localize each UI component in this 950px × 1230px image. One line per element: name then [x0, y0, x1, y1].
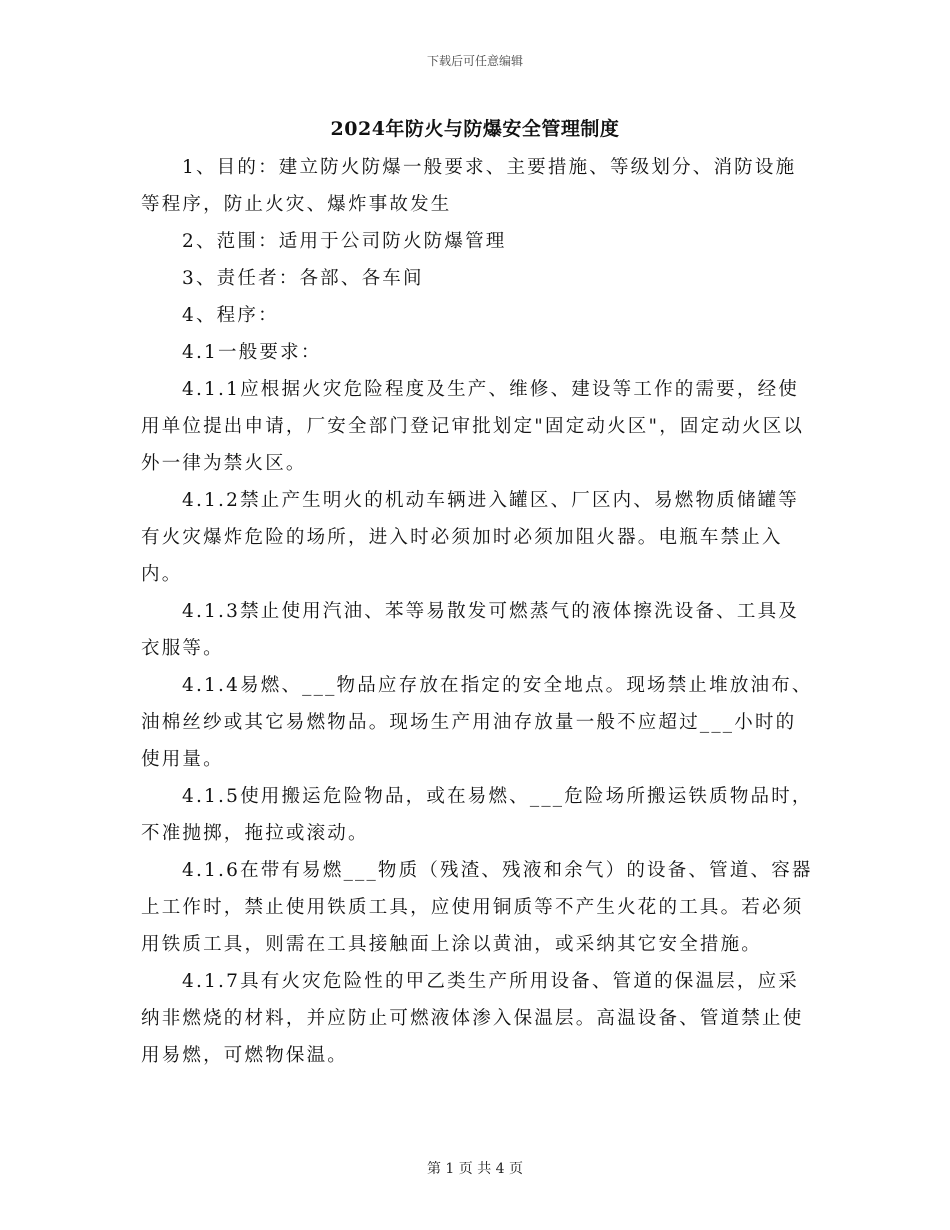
paragraph-4-1-4: 4.1.4易燃、___物品应存放在指定的安全地点。现场禁止堆放油布、油棉丝纱或其它易燃物品。现场生产用油存放量一般不应超过___小时的使用量。 — [141, 675, 813, 770]
page-number: 第 1 页 共 4 页 — [426, 1161, 524, 1177]
paragraph-4-1-3: 4.1.3禁止使用汽油、苯等易散发可燃蒸气的液体擦洗设备、工具及衣服等。 — [141, 601, 799, 659]
document-body — [141, 149, 813, 1074]
paragraph-4-1-5: 4.1.5使用搬运危险物品，或在易燃、___危险场所搬运铁质物品时，不准抛掷，拖拉或滚动。 — [141, 786, 813, 844]
page-header-note: 下载后可任意编辑 — [426, 54, 523, 68]
paragraph-4-1-1: 4.1.1应根据火灾危险程度及生产、维修、建设等工作的需要，经使用单位提出申请，厂安全部门登记审批划定"固定动火区"，固定动火区以外一律为禁火区。 — [141, 379, 805, 474]
paragraph-scope: 2、范围：适用于公司防火防爆管理 — [182, 231, 507, 252]
paragraph-responsible: 3、责任者：各部、各车间 — [182, 268, 424, 289]
paragraph-4-1-2: 4.1.2禁止产生明火的机动车辆进入罐区、厂区内、易燃物质储罐等有火灾爆炸危险的场所，进入时必须加时必须加阻火器。电瓶车禁止入内。 — [141, 490, 799, 585]
paragraph-procedure: 4、程序： — [182, 305, 279, 326]
paragraph-4-1-7: 4.1.7具有火灾危险性的甲乙类生产所用设备、管道的保温层，应采纳非燃烧的材料，并应防止可燃液体渗入保温层。高温设备、管道禁止使用易燃，可燃物保温。 — [141, 971, 804, 1066]
document-title: 2024年防火与防爆安全管理制度 — [330, 118, 620, 140]
paragraph-4-1: 4.1一般要求： — [182, 342, 322, 363]
paragraph-purpose: 1、目的：建立防火防爆一般要求、主要措施、等级划分、消防设施等程序，防止火灾、爆炸事故发生 — [141, 157, 797, 215]
paragraph-4-1-6: 4.1.6在带有易燃___物质（残渣、残液和余气）的设备、管道、容器上工作时，禁止使用铁质工具，应使用铜质等不产生火花的工具。若必须用铁质工具，则需在工具接触面上涂以黄油，或采纳其它安全措施。 — [141, 860, 813, 955]
